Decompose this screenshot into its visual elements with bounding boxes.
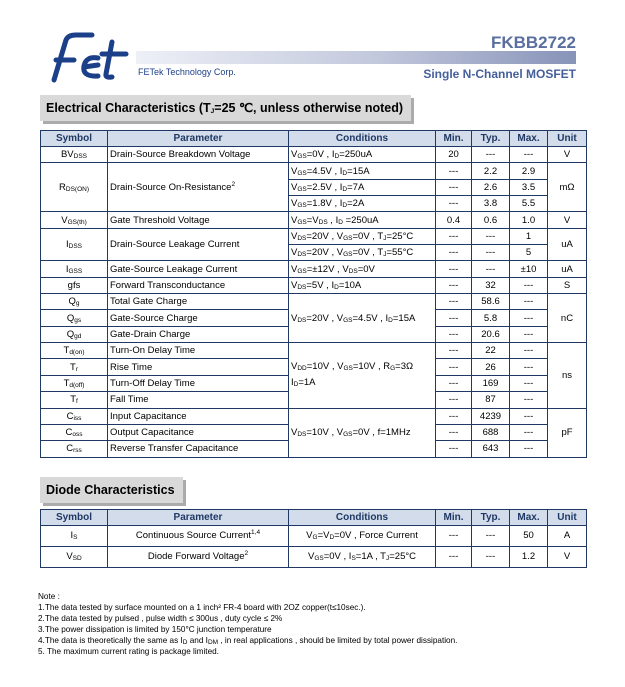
symbol-cell: $BV_{DSS}$ <box>41 147 108 163</box>
max-cell: --- <box>510 343 548 359</box>
col-header: Unit <box>548 131 587 147</box>
unit-cell: V <box>548 547 587 568</box>
cond-cell: $V_G=V_D=0V$ , Force Current <box>289 526 436 547</box>
symbol-cell: $R_{DS(ON)}$ <box>41 163 108 212</box>
max-cell: 5.5 <box>510 196 548 212</box>
typ-cell: 169 <box>472 375 510 391</box>
col-header: Typ. <box>472 131 510 147</box>
param-cell: Drain-Source On-Resistance$^2$ <box>108 163 289 212</box>
param-cell: Output Capacitance <box>108 424 289 440</box>
symbol-cell: $T_{d(off)}$ <box>41 375 108 391</box>
symbol-cell: $C_{rss}$ <box>41 441 108 457</box>
min-cell: --- <box>436 163 472 179</box>
symbol-cell: $T_r$ <box>41 359 108 375</box>
fetek-logo <box>40 30 136 86</box>
unit-cell: V <box>548 147 587 163</box>
notes-heading: Note : <box>38 592 60 601</box>
typ-cell: 2.6 <box>472 179 510 195</box>
max-cell: --- <box>510 294 548 310</box>
param-cell: Gate-Drain Charge <box>108 326 289 342</box>
min-cell: --- <box>436 441 472 457</box>
max-cell: 50 <box>510 526 548 547</box>
max-cell: --- <box>510 310 548 326</box>
col-header: Parameter <box>108 131 289 147</box>
unit-cell: uA <box>548 261 587 277</box>
max-cell: --- <box>510 326 548 342</box>
typ-cell: --- <box>472 547 510 568</box>
part-number: FKBB2722 <box>490 33 576 52</box>
note-5: 5. The maximum current rating is package limited. <box>38 647 219 656</box>
col-header: Conditions <box>289 510 436 526</box>
cond-cell: $V_{DD}=10V$ , $V_{GS}=10V$ , $R_G=3\Omega$ $I_D=1A$ <box>289 343 436 408</box>
min-cell: 20 <box>436 147 472 163</box>
col-header: Typ. <box>472 510 510 526</box>
typ-cell: 58.6 <box>472 294 510 310</box>
param-cell: Gate-Source Charge <box>108 310 289 326</box>
typ-cell: 2.2 <box>472 163 510 179</box>
table-header-row <box>41 131 587 147</box>
typ-cell: --- <box>472 261 510 277</box>
unit-cell: pF <box>548 408 587 457</box>
min-cell: --- <box>436 228 472 244</box>
note-2: 2.The data tested by pulsed , pulse width ≤ 300us , duty cycle ≤ 2% <box>38 614 283 623</box>
min-cell: --- <box>436 392 472 408</box>
cond-cell: $V_{GS}=2.5V$ , $I_D=7A$ <box>289 179 436 195</box>
typ-cell: 688 <box>472 424 510 440</box>
typ-cell: 20.6 <box>472 326 510 342</box>
max-cell: --- <box>510 392 548 408</box>
param-cell: Gate Threshold Voltage <box>108 212 289 228</box>
company-name: FETek Technology Corp. <box>138 67 236 77</box>
param-cell: Rise Time <box>108 359 289 375</box>
max-cell: --- <box>510 359 548 375</box>
typ-cell: 5.8 <box>472 310 510 326</box>
table-row <box>41 147 587 163</box>
typ-cell: 87 <box>472 392 510 408</box>
unit-cell: mΩ <box>548 163 587 212</box>
min-cell: --- <box>436 179 472 195</box>
symbol-cell: $I_{DSS}$ <box>41 228 108 261</box>
symbol-cell: $I_{GSS}$ <box>41 261 108 277</box>
typ-cell: 22 <box>472 343 510 359</box>
max-cell: 1.2 <box>510 547 548 568</box>
table-row <box>41 228 587 244</box>
param-cell: Input Capacitance <box>108 408 289 424</box>
max-cell: --- <box>510 277 548 293</box>
diode-characteristics-title: Diode Characteristics <box>40 477 183 503</box>
min-cell: 0.4 <box>436 212 472 228</box>
table-row <box>41 343 587 359</box>
typ-cell: 3.8 <box>472 196 510 212</box>
param-cell: Gate-Source Leakage Current <box>108 261 289 277</box>
max-cell: --- <box>510 408 548 424</box>
min-cell: --- <box>436 261 472 277</box>
col-header: Unit <box>548 510 587 526</box>
symbol-cell: $C_{iss}$ <box>41 408 108 424</box>
symbol-cell: $Q_{gs}$ <box>41 310 108 326</box>
typ-cell: --- <box>472 147 510 163</box>
cond-cell: $V_{GS}=4.5V$ , $I_D=15A$ <box>289 163 436 179</box>
col-header: Symbol <box>41 131 108 147</box>
cond-cell: $V_{DS}=5V$ , $I_D=10A$ <box>289 277 436 293</box>
table-row <box>41 294 587 310</box>
symbol-cell: $Q_g$ <box>41 294 108 310</box>
note-3: 3.The power dissipation is limited by 150°C junction temperature <box>38 625 272 634</box>
max-cell: 3.5 <box>510 179 548 195</box>
typ-cell: 4239 <box>472 408 510 424</box>
min-cell: --- <box>436 343 472 359</box>
unit-cell: V <box>548 212 587 228</box>
max-cell: --- <box>510 441 548 457</box>
symbol-cell: $Q_{gd}$ <box>41 326 108 342</box>
table-row <box>41 261 587 277</box>
col-header: Max. <box>510 131 548 147</box>
min-cell: --- <box>436 359 472 375</box>
cond-cell: $V_{DS}=20V$ , $V_{GS}=0V$ , $T_J=25^\circ C$ <box>289 228 436 244</box>
col-header: Conditions <box>289 131 436 147</box>
cond-cell: $V_{GS}=V_{DS}$ , $I_D =250uA$ <box>289 212 436 228</box>
symbol-cell: $I_S$ <box>41 526 108 547</box>
typ-cell: --- <box>472 526 510 547</box>
min-cell: --- <box>436 294 472 310</box>
typ-cell: --- <box>472 228 510 244</box>
cond-cell: $V_{DS}=20V$ , $V_{GS}=0V$ , $T_J=55^\circ C$ <box>289 245 436 261</box>
param-cell: Total Gate Charge <box>108 294 289 310</box>
max-cell: --- <box>510 147 548 163</box>
device-description: Single N-Channel MOSFET <box>423 67 576 81</box>
cond-cell: $V_{DS}=20V$ , $V_{GS}=4.5V$ , $I_D=15A$ <box>289 294 436 343</box>
electrical-characteristics-table <box>40 130 587 458</box>
cond-cell: $V_{GS}=\pm 12V$ , $V_{DS}=0V$ <box>289 261 436 277</box>
unit-cell: S <box>548 277 587 293</box>
table-header-row <box>41 510 587 526</box>
min-cell: --- <box>436 310 472 326</box>
note-1: 1.The data tested by surface mounted on a 1 inch² FR-4 board with 2OZ copper(t≤10sec.). <box>38 603 366 612</box>
min-cell: --- <box>436 526 472 547</box>
param-cell: Continuous Source Current$^{1,4}$ <box>108 526 289 547</box>
unit-cell: A <box>548 526 587 547</box>
min-cell: --- <box>436 547 472 568</box>
max-cell: 1 <box>510 228 548 244</box>
param-cell: Reverse Transfer Capacitance <box>108 441 289 457</box>
param-cell: Drain-Source Breakdown Voltage <box>108 147 289 163</box>
max-cell: --- <box>510 375 548 391</box>
electrical-characteristics-title: Electrical Characteristics ($T_J=25$ ℃, unless otherwise noted) <box>40 95 411 121</box>
cond-cell: $V_{GS}=0V$ , $I_S=1A$ , $T_J=25^\circ C$ <box>289 547 436 568</box>
notes-block <box>38 591 457 657</box>
col-header: Symbol <box>41 510 108 526</box>
col-header: Min. <box>436 510 472 526</box>
typ-cell: 0.6 <box>472 212 510 228</box>
note-4: 4.The data is theoretically the same as $I_D$ and $I_{DM}$ , in real applications , should be limited by total power dissipation. <box>38 636 458 646</box>
table-row <box>41 408 587 424</box>
col-header: Min. <box>436 131 472 147</box>
param-cell: Drain-Source Leakage Current <box>108 228 289 261</box>
symbol-cell: $V_{GS(th)}$ <box>41 212 108 228</box>
max-cell: 1.0 <box>510 212 548 228</box>
min-cell: --- <box>436 245 472 261</box>
cond-cell: $V_{DS}=10V$ , $V_{GS}=0V$ , f=1MHz <box>289 408 436 457</box>
symbol-cell: gfs <box>41 277 108 293</box>
min-cell: --- <box>436 277 472 293</box>
table-row <box>41 526 587 547</box>
symbol-cell: $V_{SD}$ <box>41 547 108 568</box>
unit-cell: nC <box>548 294 587 343</box>
max-cell: 2.9 <box>510 163 548 179</box>
unit-cell: uA <box>548 228 587 261</box>
col-header: Max. <box>510 510 548 526</box>
max-cell: --- <box>510 424 548 440</box>
min-cell: --- <box>436 408 472 424</box>
param-cell: Turn-Off Delay Time <box>108 375 289 391</box>
max-cell: 5 <box>510 245 548 261</box>
unit-cell: ns <box>548 343 587 408</box>
min-cell: --- <box>436 326 472 342</box>
max-cell: ±10 <box>510 261 548 277</box>
symbol-cell: $T_{d(on)}$ <box>41 343 108 359</box>
col-header: Parameter <box>108 510 289 526</box>
param-cell: Diode Forward Voltage$^2$ <box>108 547 289 568</box>
min-cell: --- <box>436 375 472 391</box>
typ-cell: 26 <box>472 359 510 375</box>
symbol-cell: $C_{oss}$ <box>41 424 108 440</box>
param-cell: Fall Time <box>108 392 289 408</box>
min-cell: --- <box>436 196 472 212</box>
typ-cell: 32 <box>472 277 510 293</box>
min-cell: --- <box>436 424 472 440</box>
cond-cell: $V_{GS}=1.8V$ , $I_D=2A$ <box>289 196 436 212</box>
table-row <box>41 547 587 568</box>
table-row <box>41 277 587 293</box>
symbol-cell: $T_f$ <box>41 392 108 408</box>
table-row <box>41 163 587 179</box>
diode-characteristics-table <box>40 509 587 568</box>
param-cell: Turn-On Delay Time <box>108 343 289 359</box>
typ-cell: --- <box>472 245 510 261</box>
param-cell: Forward Transconductance <box>108 277 289 293</box>
typ-cell: 643 <box>472 441 510 457</box>
table-row <box>41 212 587 228</box>
cond-cell: $V_{GS}=0V$ , $I_D=250uA$ <box>289 147 436 163</box>
